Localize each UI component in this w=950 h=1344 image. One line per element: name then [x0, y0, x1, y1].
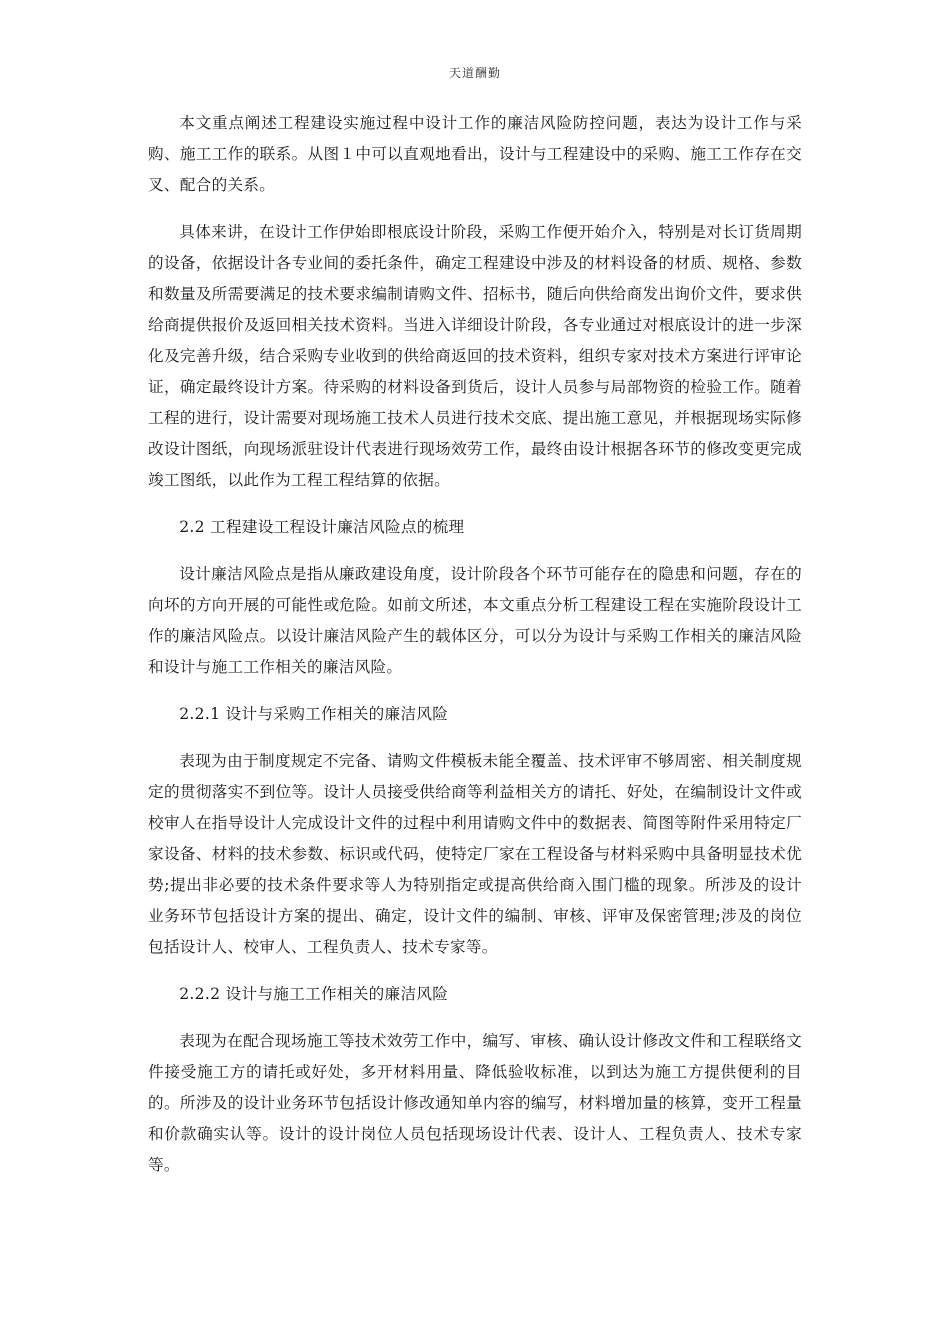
paragraph-risk-definition: 设计廉洁风险点是指从廉政建设角度，设计阶段各个环节可能存在的隐患和问题，存在的向坏的方向开展的可能性或危险。如前文所述，本文重点分析工程建设工程在实施阶段设计工作的廉洁风险点。以设计廉洁风险产生的载体区分，可以分为设计与采购工作相关的廉洁风险和设计与施工工作相关的廉洁风险。 — [148, 565, 802, 676]
paragraph-design-process: 具体来讲，在设计工作伊始即根底设计阶段，采购工作便开始介入，特别是对长订货周期的设备，依据设计各专业间的委托条件，确定工程建设中涉及的材料设备的材质、规格、参数和数量及所需要满足的技术要求编制请购文件、招标书，随后向供给商发出询价文件，要求供给商提供报价及返回相关技术资料。当进入详细设计阶段，各专业通过对根底设计的进一步深化及完善升级，结合采购专业收到的供给商返回的技术资料，组织专家对技术方案进行评审论证，确定最终设计方案。待采购的材料设备到货后，设计人员参与局部物资的检验工作。随着工程的进行，设计需要对现场施工技术人员进行技术交底、提出施工意见，并根据现场实际修改设计图纸，向现场派驻设计代表进行现场效劳工作，最终由设计根据各环节的修改变更完成竣工图纸，以此作为工程工程结算的依据。 — [148, 223, 802, 489]
document-body — [148, 108, 802, 1197]
section-heading-2-2: 2.2 工程建设工程设计廉洁风险点的梳理 — [179, 518, 465, 536]
paragraph-construction-risk: 表现为在配合现场施工等技术效劳工作中，编写、审核、确认设计修改文件和工程联络文件接受施工方的请托或好处，多开材料用量、降低验收标准，以到达为施工方提供便利的目的。所涉及的设计业务环节包括设计修改通知单内容的编写，材料增加量的核算，变开工程量和价款确实认等。设计的设计岗位人员包括现场设计代表、设计人、工程负责人、技术专家等。 — [148, 1032, 802, 1174]
paragraph-procurement-risk: 表现为由于制度规定不完备、请购文件模板未能全覆盖、技术评审不够周密、相关制度规定的贯彻落实不到位等。设计人员接受供给商等利益相关方的请托、好处，在编制设计文件或校审人在指导设计人完成设计文件的过程中利用请购文件中的数据表、简图等附件采用特定厂家设备、材料的技术参数、标识或代码，使特定厂家在工程设备与材料采购中具备明显技术优势;提出非必要的技术条件要求等人为特别指定或提高供给商入围门槛的现象。所涉及的设计业务环节包括设计方案的提出、确定，设计文件的编制、审核、评审及保密管理;涉及的岗位包括设计人、校审人、工程负责人、技术专家等。 — [148, 752, 802, 956]
section-heading-2-2-1: 2.2.1 设计与采购工作相关的廉洁风险 — [179, 705, 449, 723]
paragraph-design-relations: 本文重点阐述工程建设实施过程中设计工作的廉洁风险防控问题，表达为设计工作与采购、施工工作的联系。从图１中可以直观地看出，设计与工程建设中的采购、施工工作存在交叉、配合的关系。 — [148, 114, 802, 194]
section-heading-2-2-2: 2.2.2 设计与施工工作相关的廉洁风险 — [179, 985, 449, 1003]
page-header: 天道酬勤 — [448, 66, 501, 80]
